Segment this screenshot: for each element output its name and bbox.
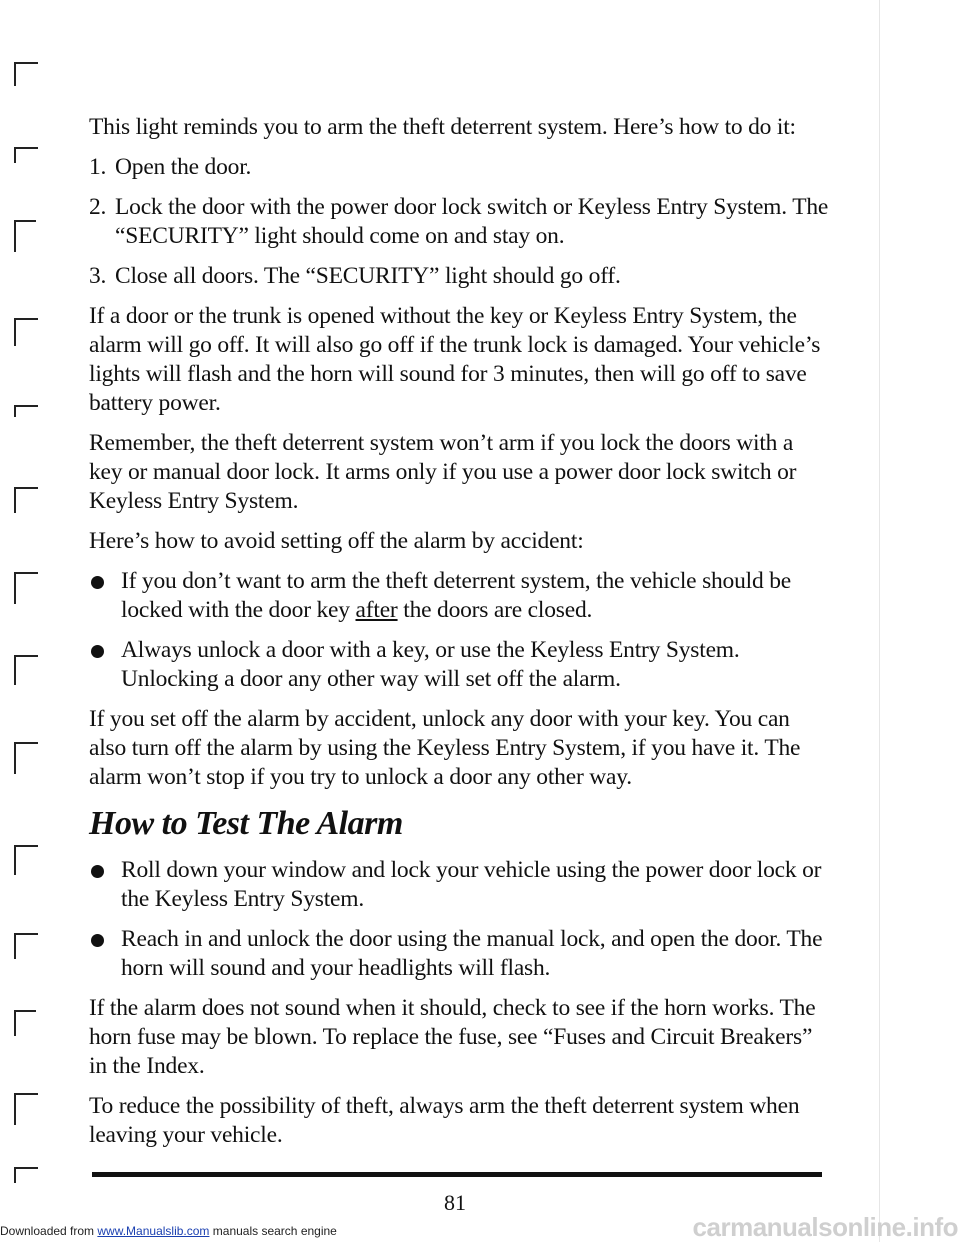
remember-paragraph: Remember, the theft deterrent system won’t arm if you lock the doors with a key or manual door lock. It arms only if you use a power door lock switch or Keyless Entry System. [89, 430, 797, 514]
bullet-text-part: the doors are closed. [397, 597, 593, 623]
step-item [89, 262, 829, 291]
avoid-paragraph: Here’s how to avoid setting off the alarm by accident: [89, 528, 584, 554]
bullet-text: Always unlock a door with a key, or use the Keyless Entry System. Unlocking a door any other way will set off the alarm. [121, 637, 740, 692]
credit-prefix: Downloaded from [0, 1224, 98, 1238]
bullet-text-part: If you don’t want to arm the theft deterrent system, the vehicle should be locked with the door key [121, 568, 791, 623]
alarm-paragraph: If a door or the trunk is opened without the key or Keyless Entry System, the alarm will go off. It will also go off if the trunk lock is damaged. Your vehicle’s lights will flash and the horn will sound for 3 minutes, then will go off to save battery power. [89, 303, 821, 416]
crop-mark [14, 487, 38, 513]
crop-mark [14, 742, 38, 774]
page-edge-line [879, 0, 880, 1242]
bullet-item [89, 636, 829, 694]
credit-suffix: manuals search engine [209, 1224, 337, 1238]
step-item [89, 153, 829, 182]
watermark-text: carmanualsonline.info [692, 1212, 958, 1242]
manualslib-link[interactable]: www.Manualslib.com [97, 1224, 210, 1238]
crop-mark [14, 1010, 36, 1036]
bullet-dot [89, 567, 121, 625]
bullet-text [121, 567, 829, 625]
step-text: Open the door. [115, 154, 252, 180]
download-credit [0, 1224, 337, 1238]
bullet-dot [89, 856, 121, 914]
crop-mark [14, 1167, 38, 1183]
step-number: 1. [89, 154, 107, 180]
step-number: 3. [89, 263, 107, 289]
bullet-text: Reach in and unlock the door using the manual lock, and open the door. The horn will sound and your headlights will flash. [121, 926, 823, 981]
body-text [89, 113, 829, 1161]
step-number: 2. [89, 194, 107, 220]
reduce-paragraph: To reduce the possibility of theft, always arm the theft deterrent system when leaving your vehicle. [89, 1093, 800, 1148]
accident-paragraph: If you set off the alarm by accident, unlock any door with your key. You can also turn off the alarm by using the Keyless Entry System, if you have it. The alarm won’t stop if you try to unlock a door any other way. [89, 706, 801, 790]
crop-mark [14, 147, 38, 163]
bullet-item [89, 567, 829, 625]
footer-rule [92, 1172, 822, 1177]
bullet-item [89, 856, 829, 914]
step-item [89, 193, 829, 251]
step-text: Lock the door with the power door lock switch or Keyless Entry System. The “SECURITY” light should come on and stay on. [115, 194, 829, 249]
intro-paragraph: This light reminds you to arm the theft deterrent system. Here’s how to do it: [89, 114, 796, 140]
crop-mark [14, 933, 38, 959]
crop-mark [14, 62, 38, 86]
crop-mark [14, 655, 38, 685]
bullet-item [89, 925, 829, 983]
bullet-dot [89, 636, 121, 694]
crop-mark [14, 845, 38, 875]
step-text: Close all doors. The “SECURITY” light should go off. [115, 263, 621, 289]
crop-mark [14, 220, 36, 252]
fuse-paragraph: If the alarm does not sound when it should, check to see if the horn works. The horn fuse may be blown. To replace the fuse, see “Fuses and Circuit Breakers” in the Index. [89, 995, 816, 1079]
section-heading: How to Test The Alarm [89, 805, 403, 842]
underlined-word: after [355, 597, 398, 623]
crop-mark [14, 405, 38, 417]
bullet-dot [89, 925, 121, 983]
crop-mark [14, 572, 38, 604]
crop-mark [14, 1093, 38, 1125]
crop-mark [14, 318, 38, 346]
bullet-text: Roll down your window and lock your vehicle using the power door lock or the Keyless Entry System. [121, 857, 822, 912]
page-number: 81 [444, 1190, 466, 1215]
